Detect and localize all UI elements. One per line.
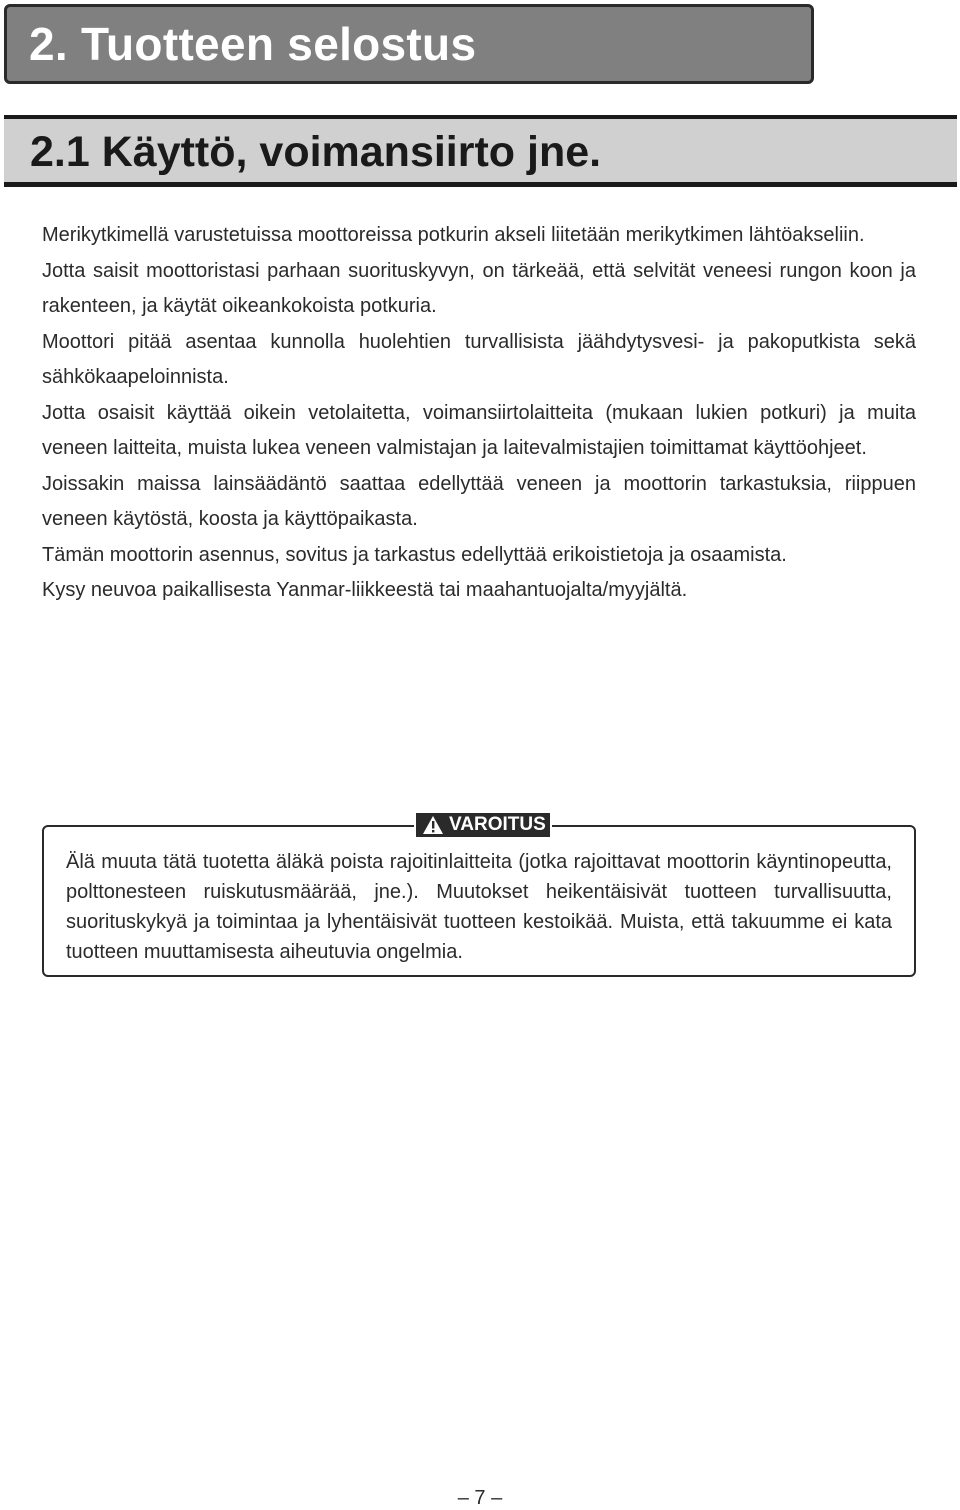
paragraph: Jotta saisit moottoristasi parhaan suorituskyvyn, on tärkeää, että selvität veneesi rungon koon ja rakenteen, ja käytät oikeankokoista potkuria.	[42, 259, 916, 317]
paragraph: Jotta osaisit käyttää oikein vetolaitetta, voimansiirtolaitteita (mukaan lukien potkuri) ja muita veneen laitteita, muista lukea veneen valmistajan ja laitevalmistajien toimittamat käyttöohjeet.	[42, 401, 916, 459]
warning-paragraph: Älä muuta tätä tuotetta äläkä poista rajoitinlaitteita (jotka rajoittavat moottorin käyntinopeutta, polttonesteen ruiskutusmäärää, jne.). Muutokset heikentäisivät tuotteen turvallisuutta, suorituskykyä ja toimintaa ja lyhentäisivät tuotteen kestoikää. Muista, että takuumme ei kata tuotteen muuttamisesta aiheutuvia ongelmia.	[66, 851, 892, 963]
warning-box	[42, 814, 916, 977]
section-header	[4, 115, 957, 187]
warning-label	[414, 811, 552, 839]
paragraph: Moottori pitää asentaa kunnolla huolehtien turvallisista jäähdytysvesi- ja pakoputkista sekä sähkökaapeloinnista.	[42, 330, 916, 388]
section-title: 2.1 Käyttö, voimansiirto jne.	[30, 128, 602, 176]
paragraph: Joissakin maissa lainsäädäntö saattaa edellyttää veneen ja moottorin tarkastuksia, riippuen veneen käytöstä, koosta ja käyttöpaikasta.	[42, 472, 916, 530]
warning-text	[66, 847, 892, 967]
body-text	[42, 218, 916, 609]
page-number: – 7 –	[457, 1487, 503, 1509]
paragraph: Tämän moottorin asennus, sovitus ja tarkastus edellyttää erikoistietoja ja osaamista.	[42, 543, 787, 566]
paragraph: Merikytkimellä varustetuissa moottoreissa potkurin akseli liitetään merikytkimen lähtöakseliin.	[42, 224, 865, 246]
paragraph: Kysy neuvoa paikallisesta Yanmar-liikkeestä tai maahantuojalta/myyjältä.	[42, 579, 688, 601]
chapter-header	[4, 4, 814, 84]
warning-label-text: VAROITUS	[449, 814, 546, 835]
warning-triangle-icon	[422, 815, 444, 835]
chapter-title: 2. Tuotteen selostus	[29, 18, 477, 70]
